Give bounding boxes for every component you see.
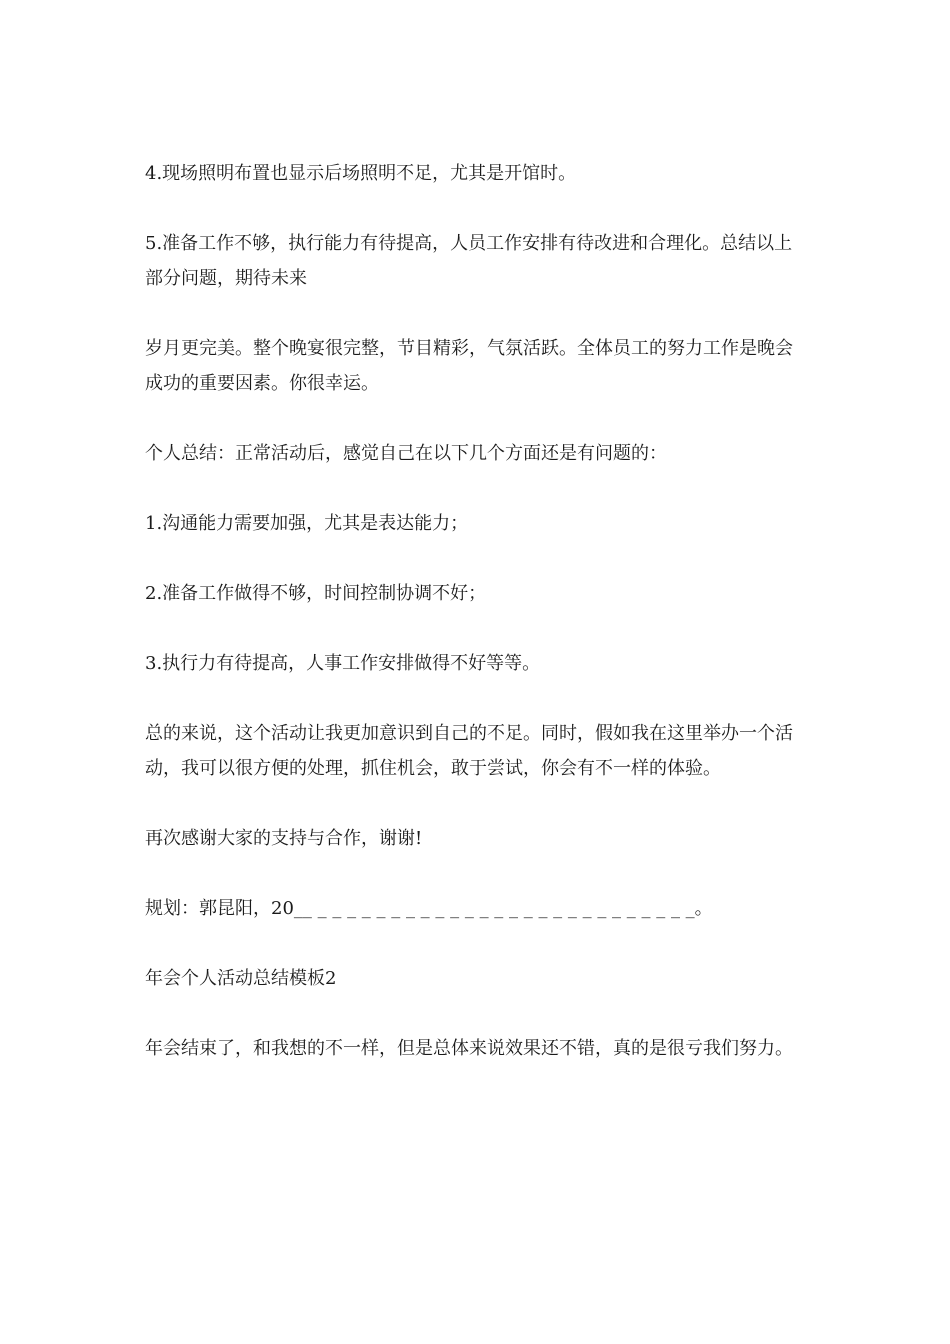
paragraph-template-2-intro: 年会结束了，和我想的不一样，但是总体来说效果还不错，真的是很亏我们努力。 (145, 1038, 793, 1059)
paragraph-preparation: 5.准备工作不够，执行能力有待提高，人员工作安排有待改进和合理化。总结以上部分问题，期待未来 (145, 233, 793, 289)
list-item-preparation: 2.准备工作做得不够，时间控制协调不好； (145, 583, 487, 604)
paragraph-signature: 规划：郭昆阳，20__ _ _ _ _ _ _ _ _ _ _ _ _ _ _ _ _ _ _ _ _ _ _ _ _ _ _。 (145, 898, 713, 919)
paragraph-thanks: 再次感谢大家的支持与合作，谢谢! (145, 828, 423, 849)
list-item-communication: 1.沟通能力需要加强，尤其是表达能力； (145, 513, 469, 534)
document-body (145, 156, 805, 1101)
paragraph-personal-summary: 个人总结：正常活动后，感觉自己在以下几个方面还是有问题的： (145, 443, 667, 464)
paragraph-lighting: 4.现场照明布置也显示后场照明不足，尤其是开馆时。 (145, 163, 577, 184)
section-heading-template-2: 年会个人活动总结模板2 (145, 968, 337, 989)
paragraph-conclusion: 总的来说，这个活动让我更加意识到自己的不足。同时，假如我在这里举办一个活动，我可以很方便的处理，抓住机会，敢于尝试，你会有不一样的体验。 (145, 723, 793, 779)
paragraph-evening-summary: 岁月更完美。整个晚宴很完整，节目精彩，气氛活跃。全体员工的努力工作是晚会成功的重要因素。你很幸运。 (145, 338, 793, 394)
list-item-execution: 3.执行力有待提高，人事工作安排做得不好等等。 (145, 653, 541, 674)
